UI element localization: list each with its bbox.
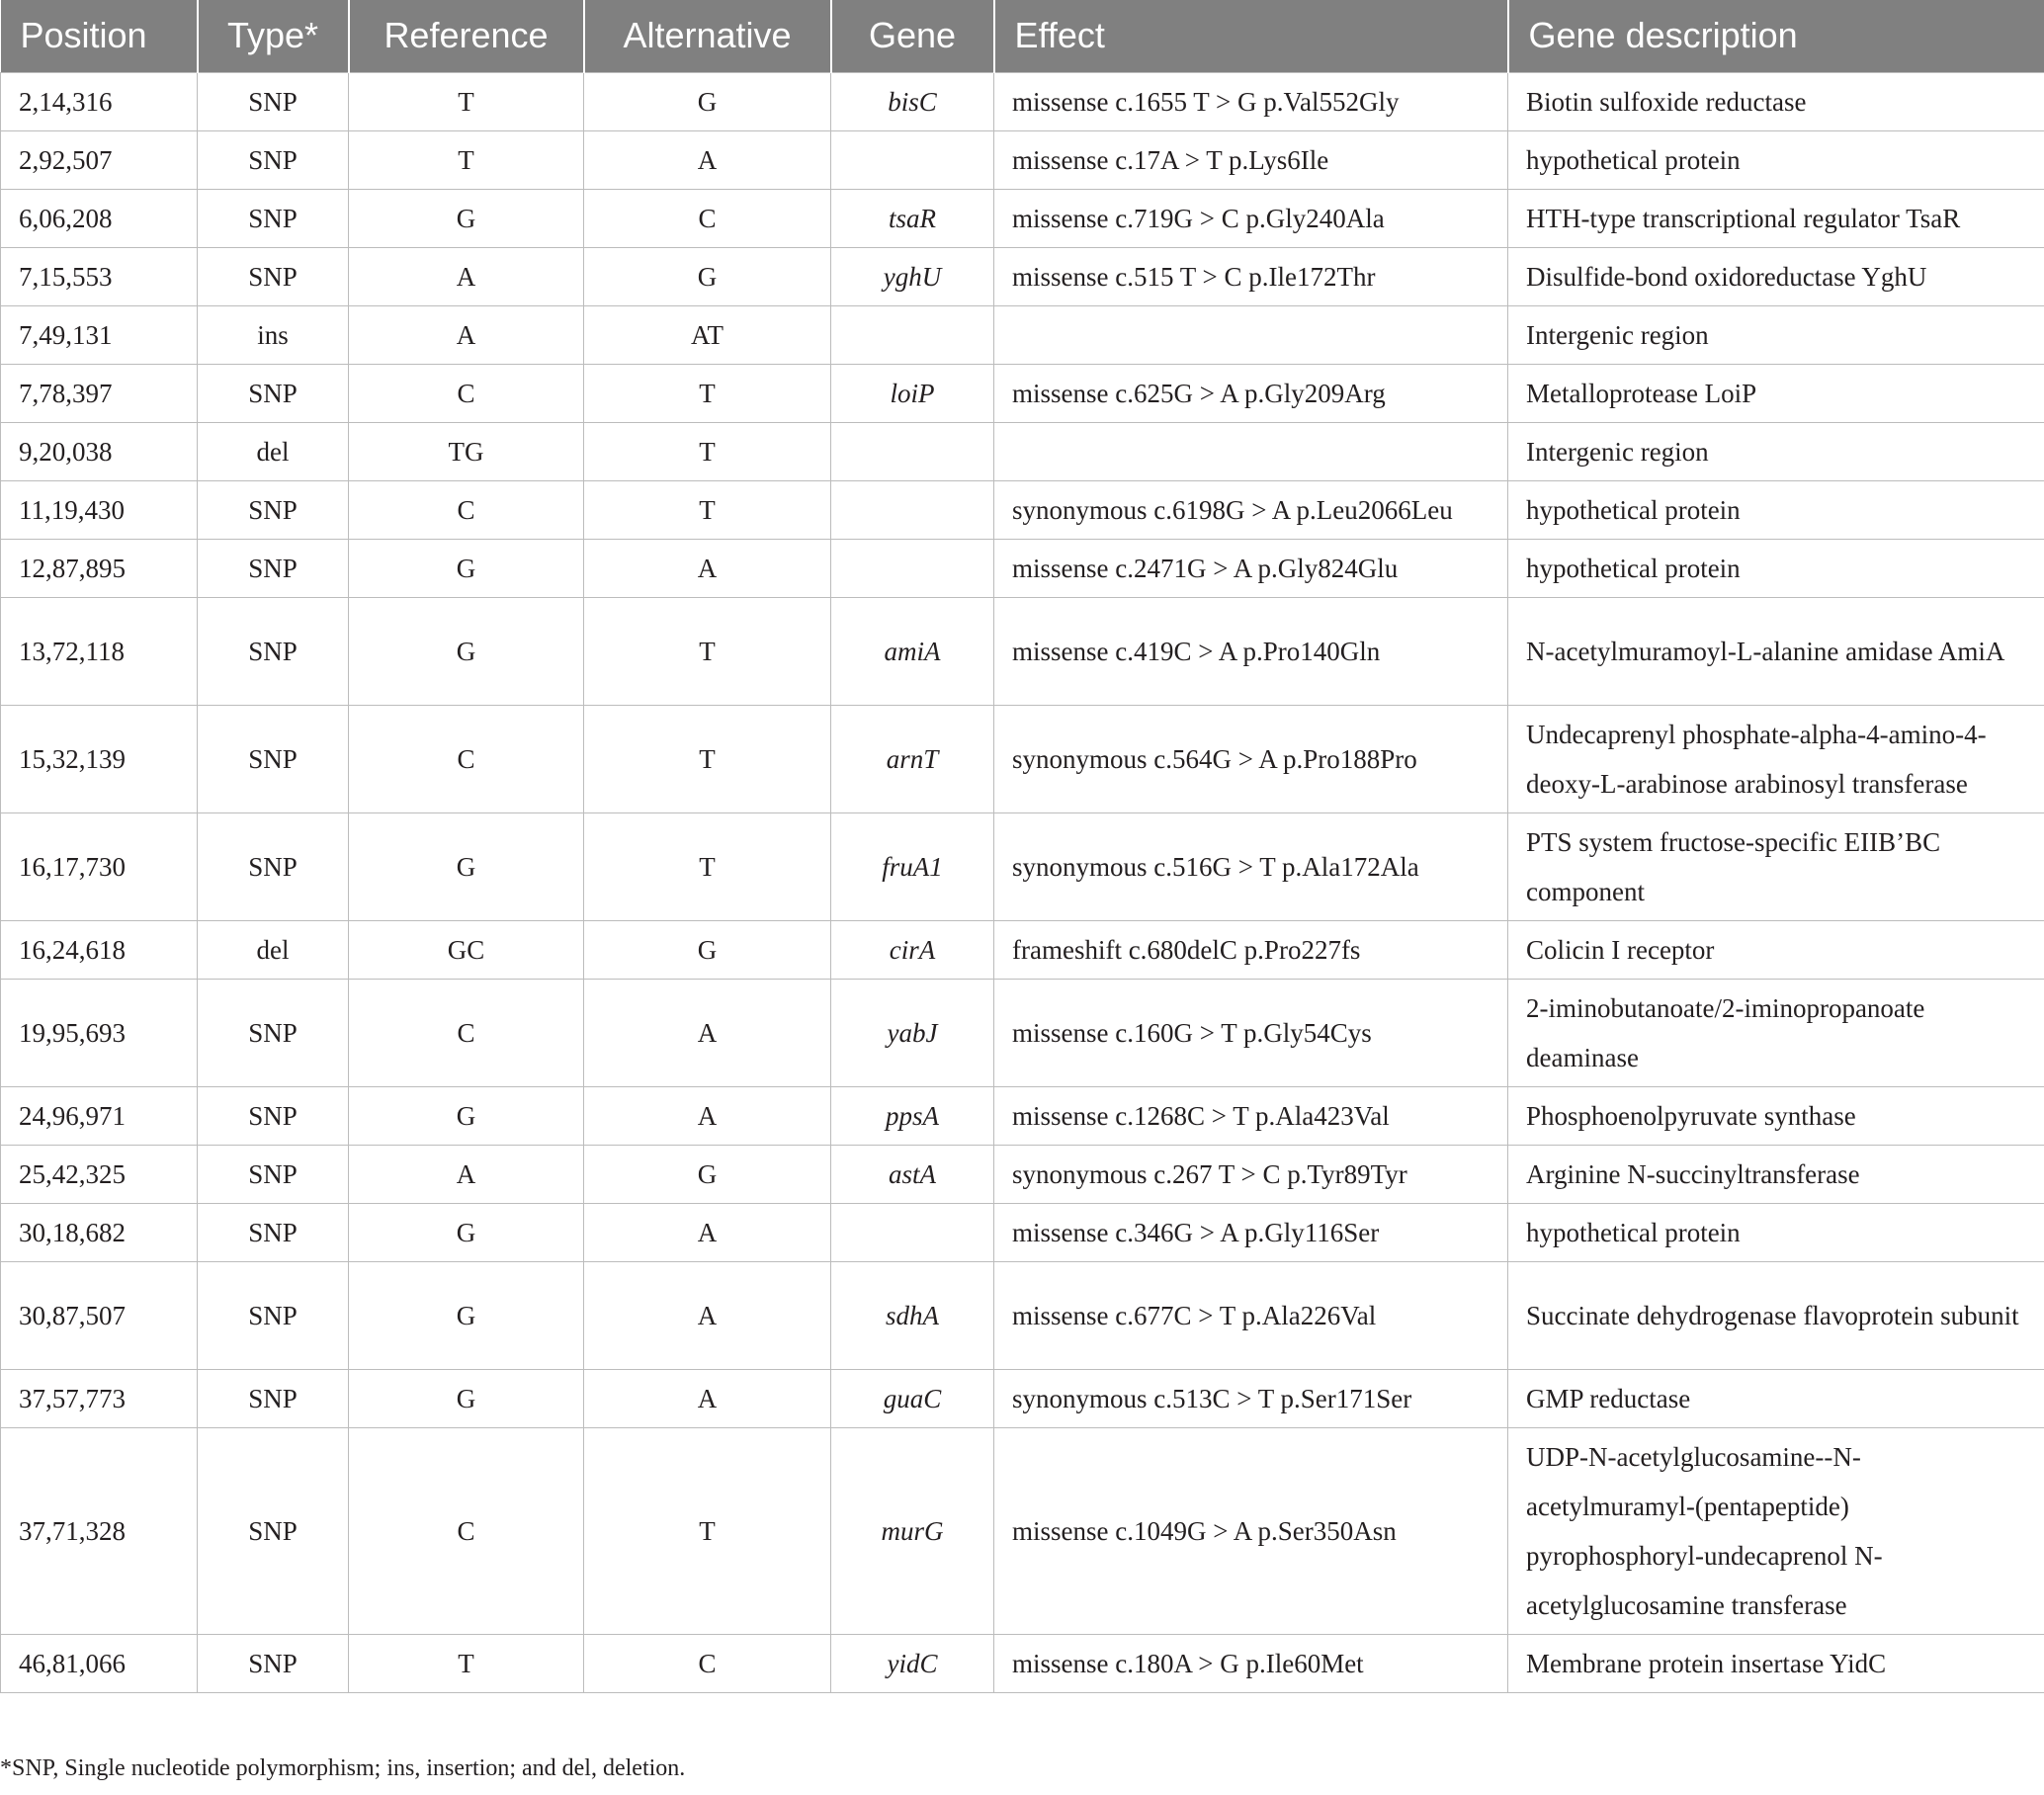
cell-type: del	[198, 920, 349, 979]
cell-position: 37,57,773	[1, 1369, 198, 1427]
cell-gene-description: PTS system fructose-specific EIIB’BC component	[1508, 812, 2044, 920]
cell-type: SNP	[198, 597, 349, 705]
cell-effect: synonymous c.516G > T p.Ala172Ala	[994, 812, 1508, 920]
cell-reference: C	[349, 364, 584, 422]
cell-reference: G	[349, 812, 584, 920]
cell-type: del	[198, 422, 349, 480]
cell-alternative: G	[584, 1145, 831, 1203]
cell-position: 15,32,139	[1, 705, 198, 812]
header-alternative: Alternative	[584, 0, 831, 72]
cell-type: SNP	[198, 1203, 349, 1261]
cell-alternative: T	[584, 480, 831, 539]
cell-alternative: A	[584, 1369, 831, 1427]
cell-effect: missense c.677C > T p.Ala226Val	[994, 1261, 1508, 1369]
cell-position: 46,81,066	[1, 1634, 198, 1692]
cell-type: SNP	[198, 1634, 349, 1692]
cell-effect: missense c.419C > A p.Pro140Gln	[994, 597, 1508, 705]
cell-alternative: T	[584, 597, 831, 705]
cell-position: 19,95,693	[1, 979, 198, 1086]
cell-gene: astA	[831, 1145, 994, 1203]
cell-type: SNP	[198, 364, 349, 422]
cell-reference: C	[349, 705, 584, 812]
cell-gene-description: Arginine N-succinyltransferase	[1508, 1145, 2044, 1203]
cell-reference: G	[349, 1203, 584, 1261]
cell-gene-description: GMP reductase	[1508, 1369, 2044, 1427]
cell-effect: synonymous c.513C > T p.Ser171Ser	[994, 1369, 1508, 1427]
cell-gene-description: hypothetical protein	[1508, 480, 2044, 539]
table-row	[1, 364, 2044, 422]
cell-position: 13,72,118	[1, 597, 198, 705]
table-row	[1, 539, 2044, 597]
table-row	[1, 979, 2044, 1086]
cell-alternative: C	[584, 1634, 831, 1692]
table-row	[1, 305, 2044, 364]
cell-gene-description: Intergenic region	[1508, 305, 2044, 364]
table-row	[1, 812, 2044, 920]
table-footnote: *SNP, Single nucleotide polymorphism; ins, insertion; and del, deletion.	[0, 1755, 686, 1781]
cell-reference: T	[349, 130, 584, 189]
cell-gene	[831, 305, 994, 364]
cell-position: 37,71,328	[1, 1427, 198, 1634]
cell-effect: missense c.346G > A p.Gly116Ser	[994, 1203, 1508, 1261]
cell-gene: yidC	[831, 1634, 994, 1692]
table-row	[1, 705, 2044, 812]
cell-alternative: T	[584, 422, 831, 480]
cell-reference: G	[349, 189, 584, 247]
cell-type: SNP	[198, 247, 349, 305]
cell-position: 11,19,430	[1, 480, 198, 539]
cell-position: 7,78,397	[1, 364, 198, 422]
cell-type: SNP	[198, 480, 349, 539]
cell-effect: missense c.719G > C p.Gly240Ala	[994, 189, 1508, 247]
header-reference: Reference	[349, 0, 584, 72]
table-body	[1, 72, 2044, 1692]
cell-gene-description: Biotin sulfoxide reductase	[1508, 72, 2044, 130]
cell-gene: yghU	[831, 247, 994, 305]
cell-alternative: A	[584, 1203, 831, 1261]
cell-reference: C	[349, 480, 584, 539]
table-row	[1, 72, 2044, 130]
cell-gene: guaC	[831, 1369, 994, 1427]
cell-gene-description: Intergenic region	[1508, 422, 2044, 480]
cell-gene-description: Colicin I receptor	[1508, 920, 2044, 979]
cell-gene: yabJ	[831, 979, 994, 1086]
cell-reference: G	[349, 597, 584, 705]
cell-effect: missense c.180A > G p.Ile60Met	[994, 1634, 1508, 1692]
cell-type: ins	[198, 305, 349, 364]
cell-reference: A	[349, 305, 584, 364]
cell-type: SNP	[198, 705, 349, 812]
cell-gene	[831, 480, 994, 539]
cell-effect: missense c.1268C > T p.Ala423Val	[994, 1086, 1508, 1145]
table-row	[1, 920, 2044, 979]
table-row	[1, 422, 2044, 480]
cell-gene: murG	[831, 1427, 994, 1634]
header-gene-description: Gene description	[1508, 0, 2044, 72]
cell-alternative: A	[584, 1261, 831, 1369]
cell-gene	[831, 130, 994, 189]
cell-effect	[994, 422, 1508, 480]
table-row	[1, 247, 2044, 305]
cell-gene: sdhA	[831, 1261, 994, 1369]
cell-gene: amiA	[831, 597, 994, 705]
cell-type: SNP	[198, 1086, 349, 1145]
cell-gene-description: HTH-type transcriptional regulator TsaR	[1508, 189, 2044, 247]
cell-alternative: C	[584, 189, 831, 247]
cell-gene-description: Succinate dehydrogenase flavoprotein subunit	[1508, 1261, 2044, 1369]
cell-gene-description: UDP-N-acetylglucosamine--N-acetylmuramyl-(pentapeptide) pyrophosphoryl-undecaprenol N-acetylglucosamine transferase	[1508, 1427, 2044, 1634]
cell-gene: loiP	[831, 364, 994, 422]
cell-gene-description: Membrane protein insertase YidC	[1508, 1634, 2044, 1692]
cell-effect: missense c.17A > T p.Lys6Ile	[994, 130, 1508, 189]
table-row	[1, 1634, 2044, 1692]
cell-gene: ppsA	[831, 1086, 994, 1145]
cell-reference: A	[349, 1145, 584, 1203]
cell-position: 6,06,208	[1, 189, 198, 247]
cell-reference: GC	[349, 920, 584, 979]
table-row	[1, 480, 2044, 539]
cell-type: SNP	[198, 1369, 349, 1427]
cell-effect: missense c.1049G > A p.Ser350Asn	[994, 1427, 1508, 1634]
table-row	[1, 1427, 2044, 1634]
header-gene: Gene	[831, 0, 994, 72]
table-row	[1, 189, 2044, 247]
header-type: Type*	[198, 0, 349, 72]
cell-gene: bisC	[831, 72, 994, 130]
cell-gene-description: Phosphoenolpyruvate synthase	[1508, 1086, 2044, 1145]
cell-position: 12,87,895	[1, 539, 198, 597]
cell-reference: T	[349, 1634, 584, 1692]
cell-gene	[831, 1203, 994, 1261]
cell-effect: missense c.2471G > A p.Gly824Glu	[994, 539, 1508, 597]
cell-type: SNP	[198, 539, 349, 597]
table-row	[1, 1086, 2044, 1145]
cell-alternative: T	[584, 812, 831, 920]
cell-position: 16,24,618	[1, 920, 198, 979]
cell-reference: C	[349, 1427, 584, 1634]
cell-alternative: G	[584, 72, 831, 130]
table-row	[1, 597, 2044, 705]
cell-gene-description: hypothetical protein	[1508, 1203, 2044, 1261]
cell-alternative: AT	[584, 305, 831, 364]
cell-effect: frameshift c.680delC p.Pro227fs	[994, 920, 1508, 979]
cell-type: SNP	[198, 979, 349, 1086]
cell-alternative: A	[584, 1086, 831, 1145]
cell-reference: G	[349, 1261, 584, 1369]
cell-effect: synonymous c.6198G > A p.Leu2066Leu	[994, 480, 1508, 539]
cell-gene-description: Undecaprenyl phosphate-alpha-4-amino-4-deoxy-L-arabinose arabinosyl transferase	[1508, 705, 2044, 812]
cell-gene-description: N-acetylmuramoyl-L-alanine amidase AmiA	[1508, 597, 2044, 705]
cell-position: 7,15,553	[1, 247, 198, 305]
cell-position: 30,87,507	[1, 1261, 198, 1369]
cell-alternative: G	[584, 920, 831, 979]
cell-gene-description: 2-iminobutanoate/2-iminopropanoate deaminase	[1508, 979, 2044, 1086]
cell-effect: missense c.160G > T p.Gly54Cys	[994, 979, 1508, 1086]
cell-reference: G	[349, 1369, 584, 1427]
cell-gene: arnT	[831, 705, 994, 812]
cell-alternative: G	[584, 247, 831, 305]
cell-gene: cirA	[831, 920, 994, 979]
cell-position: 7,49,131	[1, 305, 198, 364]
cell-position: 30,18,682	[1, 1203, 198, 1261]
table-row	[1, 1261, 2044, 1369]
header-row	[1, 0, 2044, 72]
header-position: Position	[20, 15, 147, 56]
cell-gene	[831, 539, 994, 597]
cell-alternative: T	[584, 1427, 831, 1634]
cell-type: SNP	[198, 1427, 349, 1634]
cell-position: 24,96,971	[1, 1086, 198, 1145]
cell-effect: missense c.1655 T > G p.Val552Gly	[994, 72, 1508, 130]
cell-reference: G	[349, 1086, 584, 1145]
cell-effect	[994, 305, 1508, 364]
cell-alternative: T	[584, 705, 831, 812]
cell-type: SNP	[198, 1261, 349, 1369]
cell-effect: missense c.515 T > C p.Ile172Thr	[994, 247, 1508, 305]
cell-gene	[831, 422, 994, 480]
cell-gene: fruA1	[831, 812, 994, 920]
cell-reference: C	[349, 979, 584, 1086]
cell-position: 2,92,507	[1, 130, 198, 189]
cell-alternative: A	[584, 979, 831, 1086]
table-row	[1, 130, 2044, 189]
cell-gene-description: hypothetical protein	[1508, 130, 2044, 189]
cell-reference: T	[349, 72, 584, 130]
table-header	[1, 0, 2044, 72]
cell-effect: synonymous c.564G > A p.Pro188Pro	[994, 705, 1508, 812]
cell-position: 16,17,730	[1, 812, 198, 920]
cell-effect: missense c.625G > A p.Gly209Arg	[994, 364, 1508, 422]
cell-type: SNP	[198, 812, 349, 920]
cell-type: SNP	[198, 1145, 349, 1203]
cell-gene-description: hypothetical protein	[1508, 539, 2044, 597]
cell-gene: tsaR	[831, 189, 994, 247]
cell-alternative: A	[584, 130, 831, 189]
header-effect: Effect	[994, 0, 1508, 72]
cell-gene-description: Metalloprotease LoiP	[1508, 364, 2044, 422]
cell-type: SNP	[198, 130, 349, 189]
cell-effect: synonymous c.267 T > C p.Tyr89Tyr	[994, 1145, 1508, 1203]
cell-reference: G	[349, 539, 584, 597]
cell-alternative: A	[584, 539, 831, 597]
cell-gene-description: Disulfide-bond oxidoreductase YghU	[1508, 247, 2044, 305]
cell-reference: A	[349, 247, 584, 305]
table-row	[1, 1145, 2044, 1203]
table-row	[1, 1203, 2044, 1261]
cell-type: SNP	[198, 72, 349, 130]
cell-position: 2,14,316	[1, 72, 198, 130]
cell-position: 25,42,325	[1, 1145, 198, 1203]
cell-type: SNP	[198, 189, 349, 247]
cell-alternative: T	[584, 364, 831, 422]
cell-position: 9,20,038	[1, 422, 198, 480]
table-row	[1, 1369, 2044, 1427]
cell-reference: TG	[349, 422, 584, 480]
